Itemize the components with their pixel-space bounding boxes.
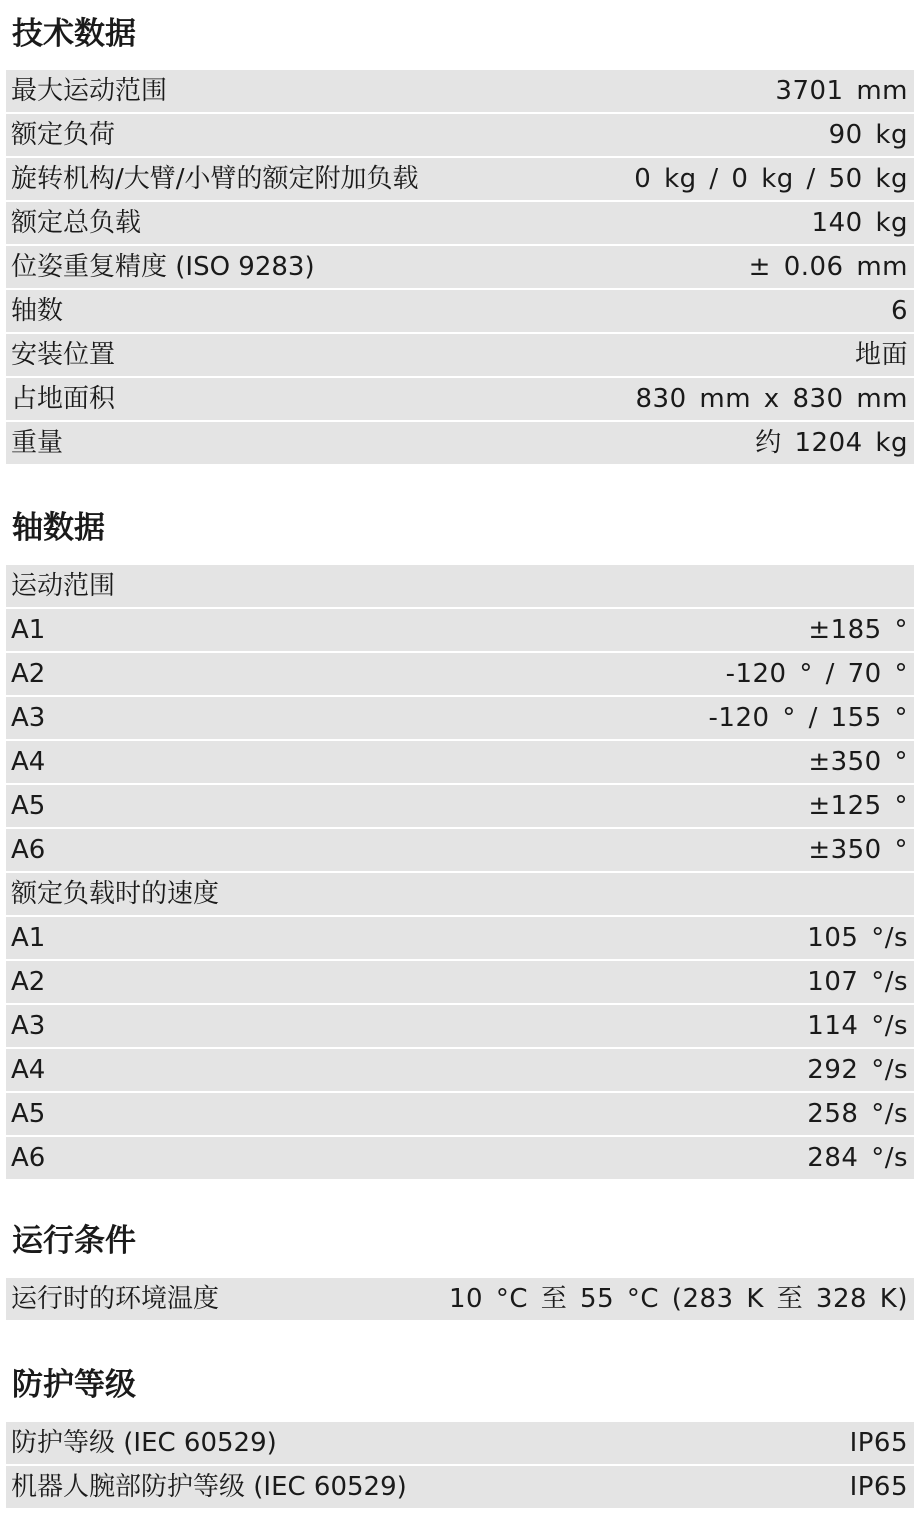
row-value: 107 °/s: [807, 967, 908, 997]
row-value: ±185 °: [808, 615, 908, 645]
section-title: 技术数据: [12, 16, 136, 52]
row-value: IP65: [849, 1428, 908, 1458]
row-label: A3: [11, 703, 46, 733]
table-row: [6, 334, 914, 376]
row-value: 90 kg: [828, 120, 908, 150]
table-row: [6, 653, 914, 695]
row-label: 轴数: [11, 296, 64, 326]
row-label: A3: [11, 1011, 46, 1041]
table-row: [6, 246, 914, 288]
row-label: 机器人腕部防护等级 (IEC 60529): [11, 1472, 407, 1502]
row-value: 292 °/s: [807, 1055, 908, 1085]
technical-data-table: [6, 70, 914, 466]
row-value: -120 ° / 70 °: [725, 659, 908, 689]
table-row: [6, 917, 914, 959]
row-value: 6: [890, 296, 908, 326]
table-row: [6, 1049, 914, 1091]
table-row: [6, 697, 914, 739]
row-label: A2: [11, 659, 46, 689]
table-row: [6, 202, 914, 244]
table-row: [6, 961, 914, 1003]
row-label: A6: [11, 1143, 46, 1173]
table-row: [6, 1005, 914, 1047]
section-title: 运行条件: [12, 1223, 136, 1259]
row-value: 830 mm x 830 mm: [635, 384, 908, 414]
table-row: [6, 158, 914, 200]
row-label: 额定总负载: [11, 208, 142, 238]
row-label: 运行时的环境温度: [11, 1284, 220, 1314]
row-value: 258 °/s: [807, 1099, 908, 1129]
table-row: [6, 114, 914, 156]
row-label: 防护等级 (IEC 60529): [11, 1428, 277, 1458]
row-label: 占地面积: [11, 384, 116, 414]
section-operating-conditions: [0, 1223, 920, 1259]
row-label: A4: [11, 747, 46, 777]
row-label: A5: [11, 791, 46, 821]
row-label: A1: [11, 923, 46, 953]
row-label: A4: [11, 1055, 46, 1085]
row-label: 运动范围: [11, 571, 116, 601]
table-row: [6, 1422, 914, 1464]
section-title: 轴数据: [12, 510, 105, 546]
row-value: 约 1204 kg: [755, 428, 908, 458]
table-row: [6, 829, 914, 871]
row-label: A2: [11, 967, 46, 997]
row-label: 安装位置: [11, 340, 116, 370]
table-row: [6, 785, 914, 827]
row-label: 额定负荷: [11, 120, 116, 150]
row-value: 10 °C 至 55 °C (283 K 至 328 K): [449, 1284, 908, 1314]
row-label: 额定负载时的速度: [11, 879, 220, 909]
row-value: ±350 °: [808, 835, 908, 865]
table-row: [6, 565, 914, 607]
operating-conditions-table: [6, 1278, 914, 1322]
table-row: [6, 609, 914, 651]
protection-class-table: [6, 1422, 914, 1510]
row-label: A5: [11, 1099, 46, 1129]
row-value: -120 ° / 155 °: [708, 703, 908, 733]
row-value: ±125 °: [808, 791, 908, 821]
row-value: ± 0.06 mm: [748, 252, 908, 282]
row-value: 3701 mm: [775, 76, 908, 106]
row-value: 地面: [854, 340, 908, 370]
table-row: [6, 1278, 914, 1320]
row-label: 旋转机构/大臂/小臂的额定附加负载: [11, 164, 419, 194]
section-technical-data: [0, 16, 920, 52]
row-label: 重量: [11, 428, 64, 458]
row-value: 0 kg / 0 kg / 50 kg: [634, 164, 908, 194]
section-protection-class: [0, 1367, 920, 1403]
table-row: [6, 873, 914, 915]
row-value: 114 °/s: [807, 1011, 908, 1041]
row-value: ±350 °: [808, 747, 908, 777]
table-row: [6, 1137, 914, 1179]
section-title: 防护等级: [12, 1367, 136, 1403]
section-axis-data: [0, 510, 920, 546]
table-row: [6, 1466, 914, 1508]
table-row: [6, 378, 914, 420]
row-value: IP65: [849, 1472, 908, 1502]
table-row: [6, 741, 914, 783]
table-row: [6, 290, 914, 332]
table-row: [6, 70, 914, 112]
row-label: A1: [11, 615, 46, 645]
row-label: 位姿重复精度 (ISO 9283): [11, 252, 315, 282]
table-row: [6, 422, 914, 464]
row-value: 140 kg: [811, 208, 908, 238]
row-value: 284 °/s: [807, 1143, 908, 1173]
row-label: 最大运动范围: [11, 76, 168, 106]
row-label: A6: [11, 835, 46, 865]
row-value: 105 °/s: [807, 923, 908, 953]
axis-data-table: [6, 565, 914, 1181]
table-row: [6, 1093, 914, 1135]
